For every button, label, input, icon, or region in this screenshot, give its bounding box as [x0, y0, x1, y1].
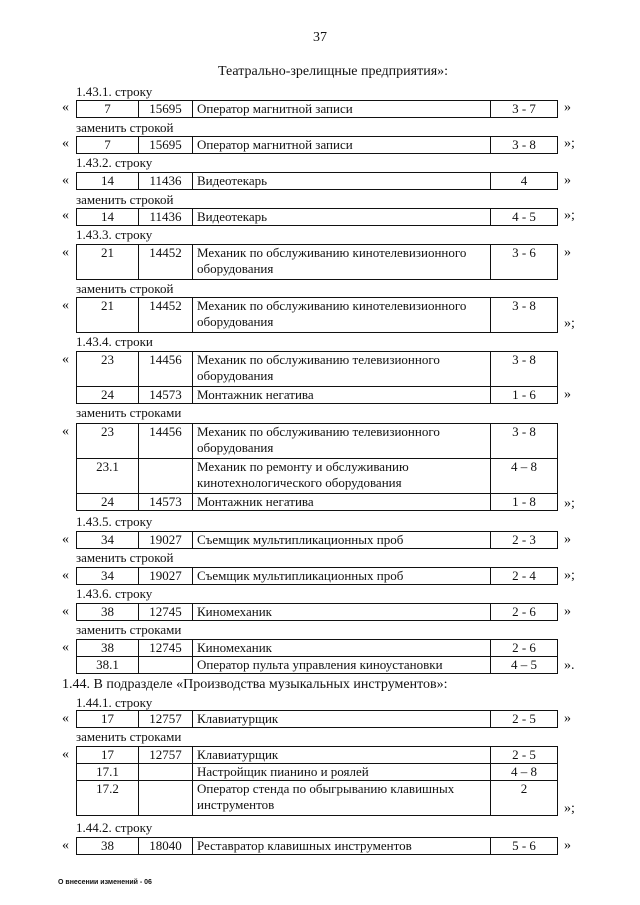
quote-open: «: [62, 604, 69, 619]
profession-name: Механик по обслуживанию кинотелевизионного оборудования: [193, 245, 491, 280]
table: [76, 710, 558, 728]
profession-code: 14573: [139, 494, 193, 511]
table: [76, 100, 558, 118]
quote-close: »: [564, 387, 571, 402]
table-row: [77, 568, 558, 585]
grade-range: 2 - 6: [491, 604, 558, 621]
quote-open: «: [62, 352, 69, 367]
table-row: [77, 711, 558, 728]
quote-close: »: [564, 838, 571, 853]
profession-code: 18040: [139, 838, 193, 855]
row-number: 14: [77, 173, 139, 190]
profession-code: 12745: [139, 604, 193, 621]
grade-range: 1 - 8: [491, 494, 558, 511]
page-number: 37: [313, 30, 327, 45]
row-number: 14: [77, 209, 139, 226]
table-row: [77, 387, 558, 404]
table-row: [77, 747, 558, 764]
grade-range: 1 - 6: [491, 387, 558, 404]
table: [76, 746, 558, 816]
grade-range: 4: [491, 173, 558, 190]
profession-name: Оператор магнитной записи: [193, 137, 491, 154]
profession-name: Видеотекарь: [193, 173, 491, 190]
profession-name: Оператор магнитной записи: [193, 101, 491, 118]
row-number: 17: [77, 711, 139, 728]
quote-open: «: [62, 568, 69, 583]
table-row: [77, 352, 558, 387]
profession-code: 12757: [139, 711, 193, 728]
profession-name: Настройщик пианино и роялей: [193, 764, 491, 781]
quote-open: «: [62, 298, 69, 313]
grade-range: 3 - 8: [491, 137, 558, 154]
row-number: 34: [77, 568, 139, 585]
row-number: 17.2: [77, 781, 139, 816]
label-replace: заменить строкой: [76, 120, 174, 135]
table: [76, 136, 558, 154]
label-1442: 1.44.2. строку: [76, 820, 153, 835]
profession-code: [139, 781, 193, 816]
label-1431: 1.43.1. строку: [76, 84, 153, 99]
label-1441: 1.44.1. строку: [76, 695, 153, 710]
table: [76, 423, 558, 511]
row-number: 7: [77, 137, 139, 154]
grade-range: 4 – 8: [491, 459, 558, 494]
row-number: 17.1: [77, 764, 139, 781]
row-number: 24: [77, 494, 139, 511]
quote-open: «: [62, 532, 69, 547]
label-replace: заменить строкой: [76, 550, 174, 565]
grade-range: 2 - 3: [491, 532, 558, 549]
table-row: [77, 298, 558, 333]
profession-code: 15695: [139, 137, 193, 154]
profession-code: 19027: [139, 568, 193, 585]
profession-name: Механик по обслуживанию кинотелевизионного оборудования: [193, 298, 491, 333]
row-number: 21: [77, 298, 139, 333]
profession-code: 12745: [139, 640, 193, 657]
profession-code: 14456: [139, 352, 193, 387]
profession-code: 11436: [139, 173, 193, 190]
grade-range: 2 - 6: [491, 640, 558, 657]
quote-open: «: [62, 245, 69, 260]
table: [76, 244, 558, 280]
table-row: [77, 209, 558, 226]
profession-name: Механик по обслуживанию телевизионного оборудования: [193, 424, 491, 459]
grade-range: 3 - 8: [491, 424, 558, 459]
table-row: [77, 604, 558, 621]
table-row: [77, 494, 558, 511]
label-replace: заменить строками: [76, 622, 182, 637]
profession-name: Видеотекарь: [193, 209, 491, 226]
profession-code: 14452: [139, 245, 193, 280]
quote-close: »;: [564, 208, 575, 223]
quote-open: «: [62, 838, 69, 853]
quote-close: »;: [564, 136, 575, 151]
row-number: 34: [77, 532, 139, 549]
profession-name: Реставратор клавишных инструментов: [193, 838, 491, 855]
profession-name: Оператор стенда по обыгрыванию клавишных инструментов: [193, 781, 491, 816]
grade-range: 3 - 6: [491, 245, 558, 280]
quote-close: »: [564, 100, 571, 115]
label-replace: заменить строками: [76, 405, 182, 420]
table: [76, 208, 558, 226]
table-row: [77, 781, 558, 816]
label-replace: заменить строками: [76, 729, 182, 744]
quote-open: «: [62, 424, 69, 439]
table-row: [77, 459, 558, 494]
footer-note: О внесении изменений - 06: [58, 879, 152, 886]
table: [76, 297, 558, 333]
section-heading: Театрально-зрелищные предприятия»:: [218, 64, 449, 79]
profession-code: 15695: [139, 101, 193, 118]
grade-range: 2: [491, 781, 558, 816]
table-row: [77, 838, 558, 855]
profession-name: Съемщик мультипликационных проб: [193, 568, 491, 585]
table: [76, 531, 558, 549]
profession-name: Оператор пульта управления киноустановки: [193, 657, 491, 674]
grade-range: 4 – 8: [491, 764, 558, 781]
table: [76, 172, 558, 190]
row-number: 23.1: [77, 459, 139, 494]
profession-code: 14573: [139, 387, 193, 404]
label-replace: заменить строкой: [76, 281, 174, 296]
quote-close: »: [564, 532, 571, 547]
row-number: 23: [77, 352, 139, 387]
table-row: [77, 424, 558, 459]
quote-open: «: [62, 100, 69, 115]
label-1435: 1.43.5. строку: [76, 514, 153, 529]
quote-open: «: [62, 640, 69, 655]
profession-name: Клавиатурщик: [193, 747, 491, 764]
grade-range: 3 - 7: [491, 101, 558, 118]
row-number: 24: [77, 387, 139, 404]
quote-close: »;: [564, 801, 575, 816]
profession-name: Монтажник негатива: [193, 387, 491, 404]
label-1434: 1.43.4. строки: [76, 334, 153, 349]
quote-open: «: [62, 208, 69, 223]
table: [76, 351, 558, 404]
table-row: [77, 245, 558, 280]
row-number: 38: [77, 640, 139, 657]
profession-name: Монтажник негатива: [193, 494, 491, 511]
quote-open: «: [62, 173, 69, 188]
profession-code: 11436: [139, 209, 193, 226]
table-row: [77, 532, 558, 549]
table-row: [77, 640, 558, 657]
grade-range: 2 - 5: [491, 711, 558, 728]
grade-range: 2 - 4: [491, 568, 558, 585]
profession-code: 12757: [139, 747, 193, 764]
profession-code: [139, 657, 193, 674]
row-number: 38.1: [77, 657, 139, 674]
row-number: 21: [77, 245, 139, 280]
table-row: [77, 137, 558, 154]
profession-name: Механик по обслуживанию телевизионного оборудования: [193, 352, 491, 387]
grade-range: 5 - 6: [491, 838, 558, 855]
profession-code: 19027: [139, 532, 193, 549]
quote-close: »;: [564, 496, 575, 511]
label-1432: 1.43.2. строку: [76, 155, 153, 170]
row-number: 17: [77, 747, 139, 764]
quote-close: ».: [564, 658, 575, 673]
grade-range: 2 - 5: [491, 747, 558, 764]
table: [76, 837, 558, 855]
profession-code: 14456: [139, 424, 193, 459]
table: [76, 639, 558, 674]
table: [76, 603, 558, 621]
row-number: 23: [77, 424, 139, 459]
profession-code: [139, 459, 193, 494]
row-number: 7: [77, 101, 139, 118]
label-replace: заменить строкой: [76, 192, 174, 207]
table: [76, 567, 558, 585]
profession-name: Киномеханик: [193, 604, 491, 621]
quote-close: »: [564, 245, 571, 260]
quote-close: »: [564, 711, 571, 726]
profession-name: Киномеханик: [193, 640, 491, 657]
grade-range: 3 - 8: [491, 352, 558, 387]
table-row: [77, 657, 558, 674]
grade-range: 4 - 5: [491, 209, 558, 226]
quote-open: «: [62, 711, 69, 726]
quote-close: »;: [564, 316, 575, 331]
label-1433: 1.43.3. строку: [76, 227, 153, 242]
quote-open: «: [62, 136, 69, 151]
grade-range: 4 – 5: [491, 657, 558, 674]
quote-close: »: [564, 604, 571, 619]
profession-name: Клавиатурщик: [193, 711, 491, 728]
table-row: [77, 173, 558, 190]
profession-name: Механик по ремонту и обслуживанию кинотехнологического оборудования: [193, 459, 491, 494]
profession-code: 14452: [139, 298, 193, 333]
table-row: [77, 101, 558, 118]
paragraph-144: 1.44. В подразделе «Производства музыкальных инструментов»:: [62, 677, 448, 692]
profession-name: Съемщик мультипликационных проб: [193, 532, 491, 549]
table-row: [77, 764, 558, 781]
grade-range: 3 - 8: [491, 298, 558, 333]
quote-close: »: [564, 173, 571, 188]
row-number: 38: [77, 838, 139, 855]
quote-close: »;: [564, 568, 575, 583]
profession-code: [139, 764, 193, 781]
quote-open: «: [62, 747, 69, 762]
label-1436: 1.43.6. строку: [76, 586, 153, 601]
row-number: 38: [77, 604, 139, 621]
